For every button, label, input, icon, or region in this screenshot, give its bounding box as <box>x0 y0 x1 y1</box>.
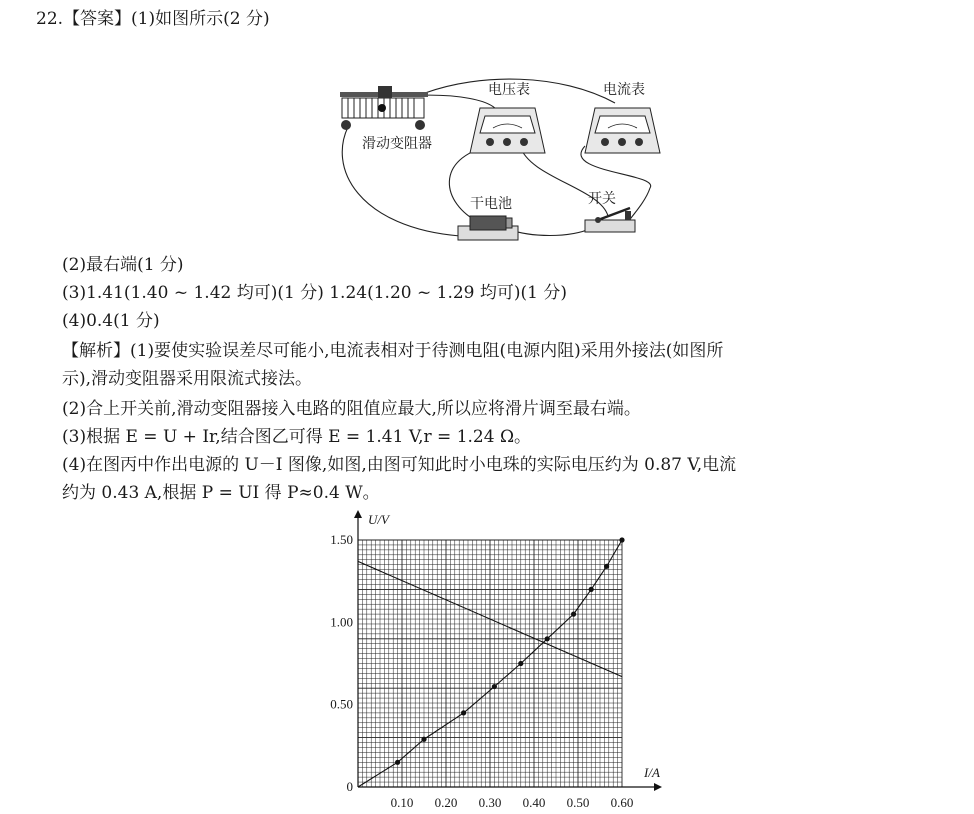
data-point <box>395 760 400 765</box>
y-tick-label: 1.00 <box>330 614 353 630</box>
data-point <box>461 710 466 715</box>
analysis-line: (4)在图丙中作出电源的 U－I 图像,如图,由图可知此时小电珠的实际电压约为 0.87 V,电流 <box>62 455 737 475</box>
analysis-line: (3)根据 E = U + Ir,结合图乙可得 E = 1.41 V,r = 1.24 Ω。 <box>62 427 532 447</box>
data-point <box>589 587 594 592</box>
x-tick-label: 0.50 <box>566 795 590 810</box>
y-tick-label: 1.50 <box>330 532 353 547</box>
axes <box>354 510 662 791</box>
switch <box>585 208 635 232</box>
answer-line-2: (2)最右端(1 分) <box>62 255 184 275</box>
data-point <box>545 636 550 641</box>
analysis-line: (2)合上开关前,滑动变阻器接入电路的阻值应最大,所以应将滑片调至最右端。 <box>62 399 641 419</box>
rheostat-label: 滑动变阻器 <box>362 136 432 152</box>
x-tick-label: 0.30 <box>478 795 502 810</box>
y-axis-arrow <box>354 510 362 518</box>
data-point <box>492 684 497 689</box>
rheostat <box>340 86 428 130</box>
battery <box>458 216 518 240</box>
analysis-line: 【解析】(1)要使实验误差尽可能小,电流表相对于待测电阻(电源内阻)采用外接法(如图所 <box>62 341 724 361</box>
data-point <box>518 661 523 666</box>
data-point <box>571 612 576 617</box>
y-axis-label: U/V <box>368 512 389 527</box>
answer-line-4: (4)0.4(1 分) <box>62 311 160 331</box>
answer-line-3: (3)1.41(1.40 ~ 1.42 均可)(1 分) 1.24(1.20 ~ 1.29 均可)(1 分) <box>62 283 568 303</box>
ammeter-label: 电流表 <box>603 82 645 98</box>
answer-heading: 22.【答案】(1)如图所示(2 分) <box>36 9 270 29</box>
x-tick-label: 0.10 <box>390 795 414 810</box>
grid <box>358 540 622 787</box>
switch-label: 开关 <box>588 191 616 207</box>
analysis-line: 示),滑动变阻器采用限流式接法。 <box>62 369 313 389</box>
battery-label: 干电池 <box>470 196 512 212</box>
voltmeter <box>470 108 545 153</box>
analysis-line: 约为 0.43 A,根据 P = UI 得 P≈0.4 W。 <box>62 483 380 503</box>
x-tick-label: 0.40 <box>522 795 546 810</box>
x-tick-label: 0.20 <box>434 795 458 810</box>
origin-label: 0 <box>346 779 353 794</box>
circuit-diagram <box>330 78 670 248</box>
voltmeter-label: 电压表 <box>488 82 530 98</box>
data-point <box>421 737 426 742</box>
ammeter <box>585 108 660 153</box>
y-tick-label: 0.50 <box>330 696 353 712</box>
x-axis-arrow <box>654 783 662 791</box>
data-point <box>619 537 624 542</box>
x-axis-label: I/A <box>644 765 660 780</box>
u-i-graph <box>318 505 678 810</box>
x-tick-label: 0.60 <box>610 795 634 810</box>
data-point <box>604 564 609 569</box>
